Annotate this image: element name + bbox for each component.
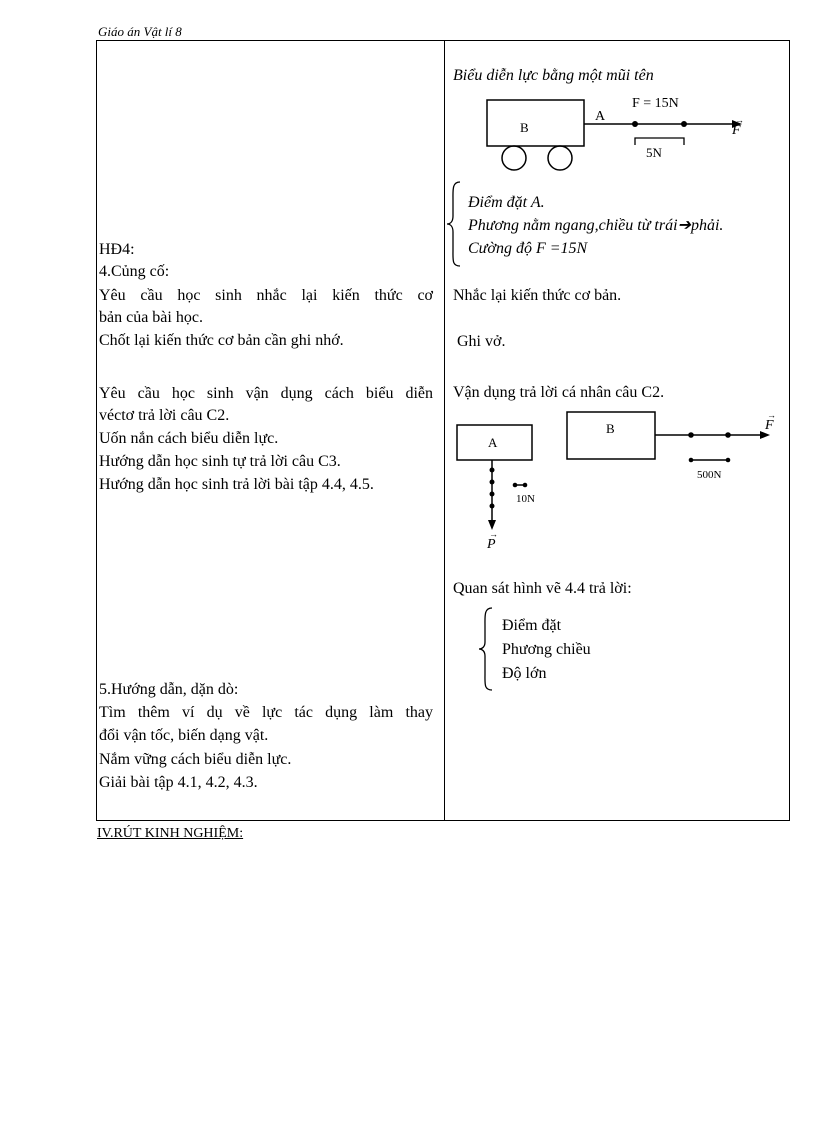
consolidation-line-5: Hướng dẫn học sinh tự trả lời câu C3. [99,453,341,470]
apply-text: Vận dụng trả lời cá nhân câu C2. [453,384,665,401]
force-f-point-1 [688,432,694,438]
figure1-caption: Biểu diễn lực bằng một mũi tên [453,67,654,84]
cart-label: B [520,120,529,135]
description-line-2: Phương nằm ngang,chiều từ trái➔phải. [468,217,724,234]
right-arrow-icon: ➔ [677,217,691,234]
vector-f2-arrow-glyph: → [767,410,776,420]
scale-10n-label: 10N [516,493,535,505]
application-point-label: A [595,109,606,124]
notes-text: Ghi vở. [457,333,506,350]
force-point-start [632,121,638,127]
c2-answer-diagram [450,405,780,555]
box-b-label: B [606,421,615,436]
homework-line-1b: đổi vận tốc, biến dạng vật. [99,727,269,744]
weight-tick-2 [490,480,495,485]
answer-item-3: Độ lớn [502,665,547,682]
weight-tick-3 [490,492,495,497]
document-header: Giáo án Vật lí 8 [98,25,442,41]
vector-f-label: F [732,123,741,138]
observe-text: Quan sát hình vẽ 4.4 trả lời: [453,580,632,597]
scale-bar [635,138,684,145]
description-brace [446,180,462,268]
scale-500n-label: 500N [697,469,722,481]
scale-label: 5N [646,145,662,160]
box-a-label: A [488,435,498,450]
consolidation-line-3b: véctơ trả lời câu C2. [99,407,230,424]
weight-tick-4 [490,504,495,509]
cart-force-diagram [450,90,770,175]
recall-text: Nhắc lại kiến thức cơ bản. [453,287,622,304]
homework-line-1a: Tìm thêm ví dụ về lực tác dụng làm thay [99,704,433,721]
answer-item-1: Điểm đặt [502,617,562,634]
consolidation-line-1b: bản của bài học. [99,309,203,326]
homework-line-3: Giải bài tập 4.1, 4.2, 4.3. [99,774,258,791]
answer-item-2: Phương chiều [502,641,591,658]
vector-f-arrow-glyph: → [735,115,744,125]
consolidation-line-1a: Yêu cầu học sinh nhắc lại kiến thức cơ [99,287,433,304]
consolidation-line-2: Chốt lại kiến thức cơ bản cần ghi nhớ. [99,332,344,349]
answers-brace [478,606,494,692]
cart-wheel-right [548,146,572,170]
description-line-3: Cường độ F =15N [468,240,588,257]
column-divider [444,40,445,821]
experience-section-title: IV.RÚT KINH NGHIỆM: [97,826,244,841]
force-point-mid [681,121,687,127]
force-f-point-2 [725,432,731,438]
homework-heading: 5.Hướng dẫn, dặn dò: [99,681,239,698]
cart-wheel-left [502,146,526,170]
description-line-1: Điểm đặt A. [468,194,545,211]
homework-line-2: Nắm vững cách biểu diễn lực. [99,751,292,768]
vector-f2-label: F [765,418,774,433]
vector-p-arrow-glyph: → [489,529,498,539]
consolidation-line-4: Uốn nắn cách biểu diễn lực. [99,430,279,447]
vector-p-label: P [487,537,496,552]
activity-label: HĐ4: [99,241,135,258]
consolidation-line-6: Hướng dẫn học sinh trả lời bài tập 4.4, 4.5. [99,476,374,493]
weight-tick-1 [490,468,495,473]
consolidation-heading: 4.Củng cố: [99,263,170,280]
force-magnitude-label: F = 15N [632,96,679,111]
consolidation-line-3a: Yêu cầu học sinh vận dụng cách biểu diễn [99,385,433,402]
cart-body [487,100,584,146]
